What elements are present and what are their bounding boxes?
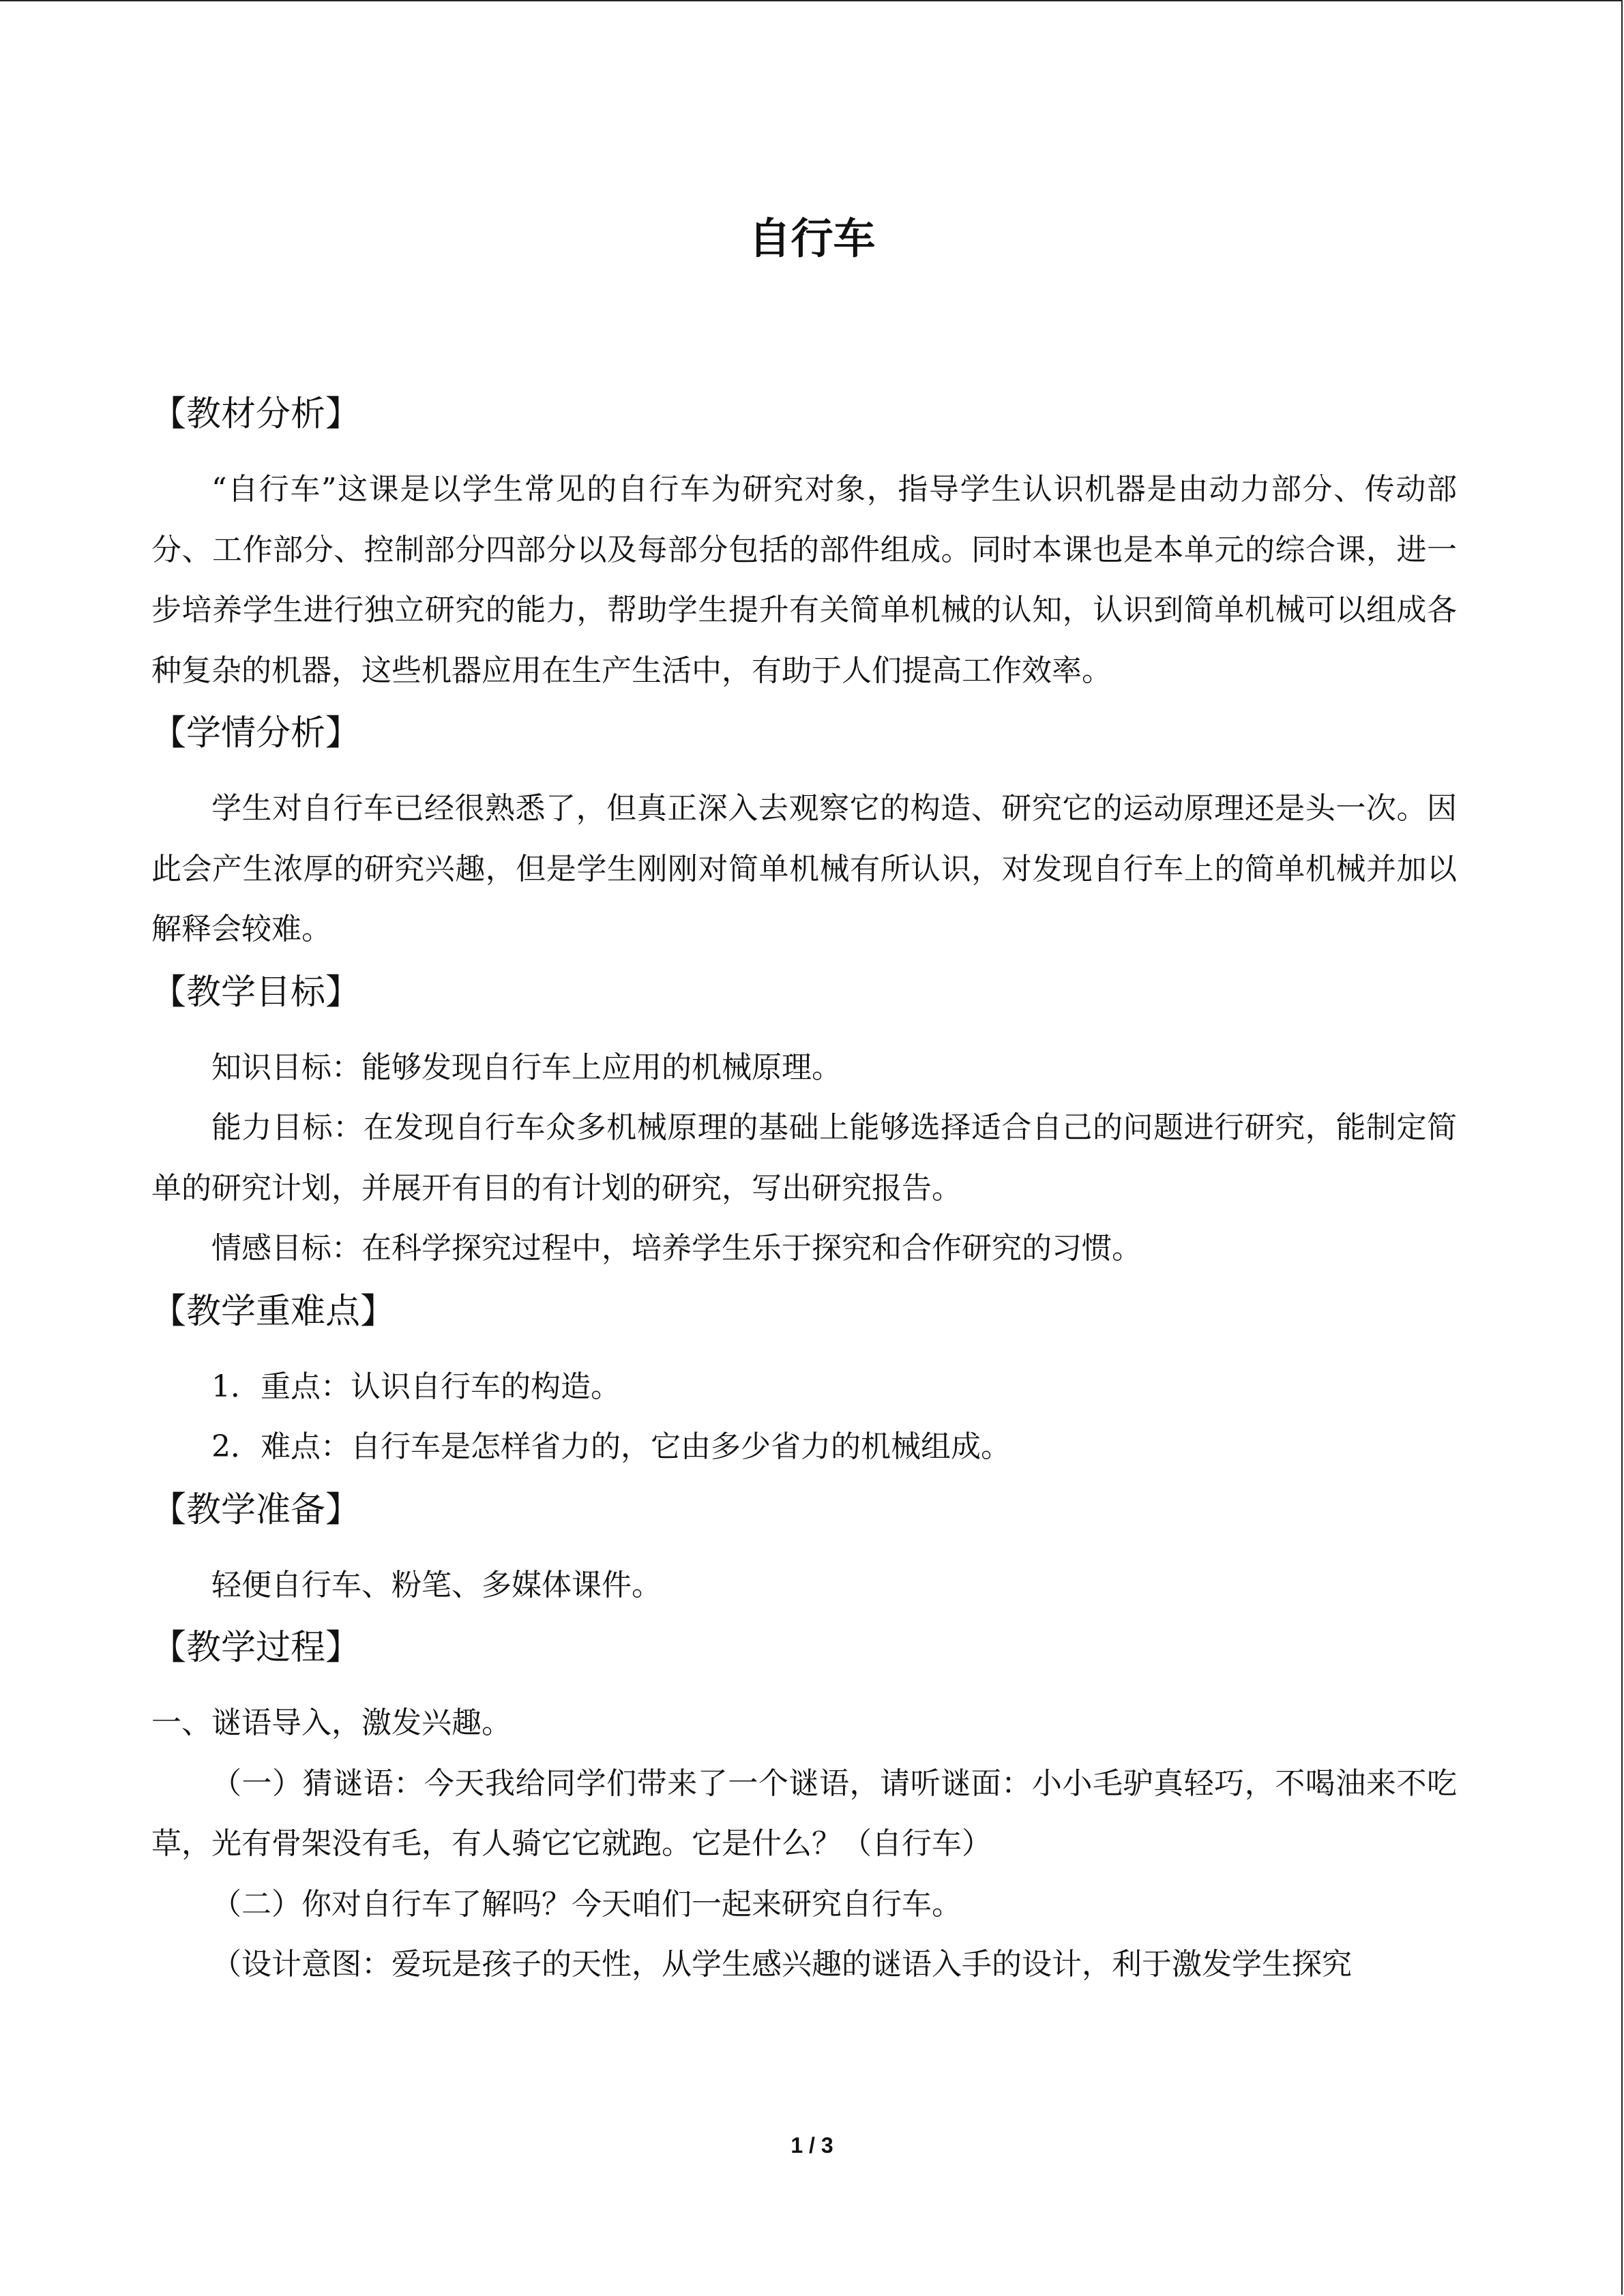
paragraph: 情感目标：在科学探究过程中，培养学生乐于探究和合作研究的习惯。 — [211, 1231, 1142, 1266]
paragraph: 2．难点：自行车是怎样省力的，它由多少省力的机械组成。 — [211, 1429, 1011, 1464]
paragraph: 知识目标：能够发现自行车上应用的机械原理。 — [211, 1049, 842, 1085]
section-heading-preparation: 【教学准备】 — [151, 1489, 361, 1530]
paragraph: 轻便自行车、粉笔、多媒体课件。 — [211, 1567, 662, 1602]
paragraph: （设计意图：爱玩是孩子的天性，从学生感兴趣的谜语入手的设计，利于激发学生探究 — [211, 1947, 1352, 1982]
section-heading-key-points: 【教学重难点】 — [151, 1291, 396, 1332]
document-body — [151, 382, 1457, 1995]
paragraph: （一）猜谜语：今天我给同学们带来了一个谜语，请听谜面：小小毛驴真轻巧，不喝油来不吃草，光有骨架没有毛，有人骑它它就跑。它是什么？（自行车） — [151, 1765, 1457, 1861]
paragraph: 学生对自行车已经很熟悉了，但真正深入去观察它的构造、研究它的运动原理还是头一次。因此会产生浓厚的研究兴趣，但是学生刚刚对简单机械有所认识，对发现自行车上的简单机械并加以解释会较难。 — [151, 791, 1457, 946]
process-step-heading: 一、谜语导入，激发兴趣。 — [151, 1705, 512, 1740]
section-heading-textbook-analysis: 【教材分析】 — [151, 394, 361, 434]
section-heading-teaching-process: 【教学过程】 — [151, 1628, 361, 1668]
paragraph: 1．重点：认识自行车的构造。 — [211, 1369, 621, 1404]
paragraph: 能力目标：在发现自行车众多机械原理的基础上能够选择适合自己的问题进行研究，能制定简单的研究计划，并展开有目的有计划的研究，写出研究报告。 — [151, 1110, 1457, 1206]
document-title: 自行车 — [748, 213, 876, 263]
section-heading-student-analysis: 【学情分析】 — [151, 713, 361, 754]
page-number: 1 / 3 — [791, 2133, 833, 2158]
paragraph: （二）你对自行车了解吗？今天咱们一起来研究自行车。 — [211, 1886, 962, 1922]
paragraph: “自行车”这课是以学生常见的自行车为研究对象，指导学生认识机器是由动力部分、传动部分、工作部分、控制部分四部分以及每部分包括的部件组成。同时本课也是本单元的综合课，进一步培养学生进行独立研究的能力，帮助学生提升有关简单机械的认知，认识到简单机械可以组成各种复杂的机器，这些机器应用在生产生活中，有助于人们提高工作效率。 — [151, 472, 1457, 688]
section-heading-teaching-goals: 【教学目标】 — [151, 972, 361, 1013]
